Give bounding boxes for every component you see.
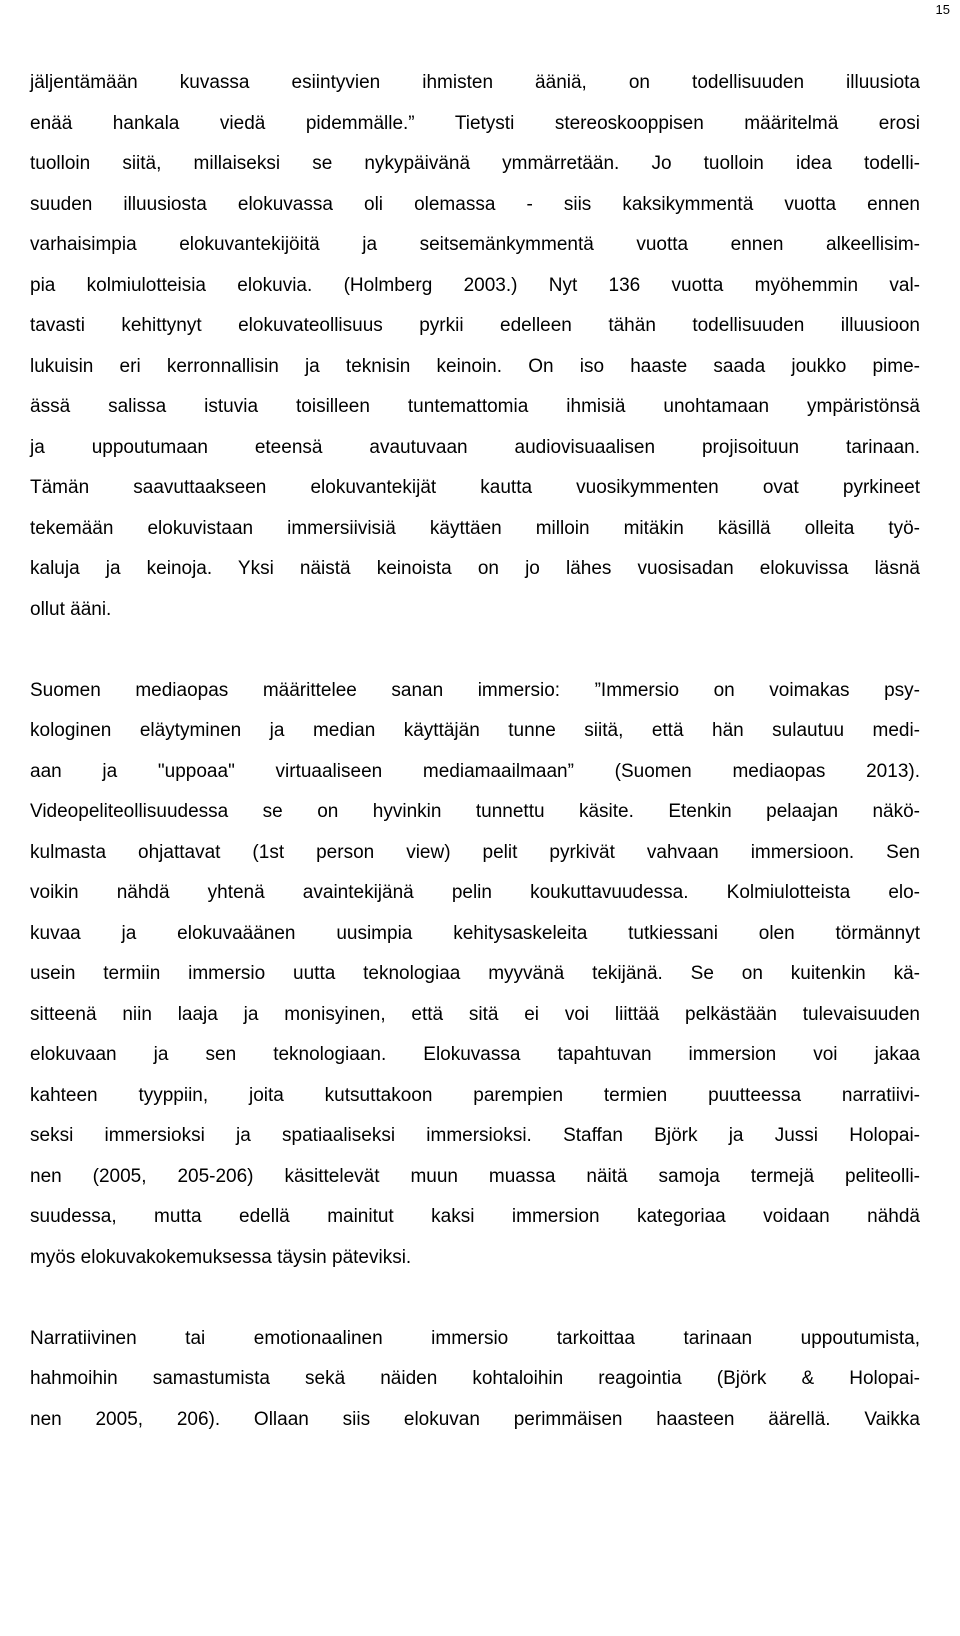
text-line: kulmasta ohjattavat (1st person view) pelit pyrkivät vahvaan immersioon. Sen [30, 841, 920, 863]
paragraph-2 [30, 671, 920, 1279]
text-line: Narratiivinen tai emotionaalinen immersio tarkoittaa tarinaan uppoutumista, [30, 1327, 920, 1349]
text-line: kaluja ja keinoja. Yksi näistä keinoista on jo lähes vuosisadan elokuvissa läsnä [30, 558, 920, 579]
text-line: pia kolmiulotteisia elokuvia. (Holmberg 2003.) Nyt 136 vuotta myöhemmin val- [30, 274, 920, 296]
document-body [30, 63, 920, 1440]
text-line: Tämän saavuttaakseen elokuvantekijät kautta vuosikymmenten ovat pyrkineet [30, 477, 920, 498]
text-line: jäljentämään kuvassa esiintyvien ihmisten ääniä, on todellisuuden illuusiota [30, 72, 920, 93]
text-line: lukuisin eri kerronnallisin ja teknisin keinoin. On iso haaste saada joukko pime- [30, 355, 920, 377]
text-line: varhaisimpia elokuvantekijöitä ja seitsemänkymmentä vuotta ennen alkeellisim- [30, 234, 920, 255]
paragraph-1 [30, 63, 920, 630]
text-line: Suomen mediaopas määrittelee sanan immersio: ”Immersio on voimakas psy- [30, 679, 920, 701]
text-line: kologinen eläytyminen ja median käyttäjän tunne siitä, että hän sulautuu medi- [30, 720, 920, 741]
text-line: tavasti kehittynyt elokuvateollisuus pyrkii edelleen tähän todellisuuden illuusioon [30, 315, 920, 336]
text-line: suudessa, mutta edellä mainitut kaksi immersion kategoriaa voidaan nähdä [30, 1206, 920, 1227]
text-line: kahteen tyyppiin, joita kutsuttakoon parempien termien puutteessa narratiivi- [30, 1084, 920, 1106]
text-line: hahmoihin samastumista sekä näiden kohtaloihin reagointia (Björk & Holopai- [30, 1368, 920, 1389]
text-line: tuolloin siitä, millaiseksi se nykypäivänä ymmärretään. Jo tuolloin idea todelli- [30, 153, 920, 174]
text-line: Videopeliteollisuudessa se on hyvinkin tunnettu käsite. Etenkin pelaajan näkö- [30, 801, 920, 822]
text-line: suuden illuusiosta elokuvassa oli olemassa - siis kaksikymmentä vuotta ennen [30, 193, 920, 215]
text-line: usein termiin immersio uutta teknologiaa myyvänä tekijänä. Se on kuitenkin kä- [30, 963, 920, 984]
paragraph-3 [30, 1319, 920, 1441]
paragraph-spacer [30, 1278, 920, 1319]
text-line: kuvaa ja elokuvaäänen uusimpia kehitysaskeleita tutkiessani olen törmännyt [30, 922, 920, 944]
text-line: ollut ääni. [30, 598, 112, 620]
text-line: tekemään elokuvistaan immersiivisiä käyttäen milloin mitäkin käsillä olleita työ- [30, 517, 920, 539]
text-line: nen 2005, 206). Ollaan siis elokuvan perimmäisen haasteen äärellä. Vaikka [30, 1408, 920, 1430]
text-line: elokuvaan ja sen teknologiaan. Elokuvassa tapahtuvan immersion voi jakaa [30, 1044, 920, 1065]
text-line: seksi immersioksi ja spatiaaliseksi immersioksi. Staffan Björk ja Jussi Holopai- [30, 1125, 920, 1146]
text-line: sitteenä niin laaja ja monisyinen, että sitä ei voi liittää pelkästään tulevaisuuden [30, 1003, 920, 1025]
text-line: nen (2005, 205-206) käsittelevät muun muassa näitä samoja termejä peliteolli- [30, 1165, 920, 1187]
text-line: ässä salissa istuvia toisilleen tuntemattomia ihmisiä unohtamaan ympäristönsä [30, 396, 920, 417]
text-line: ja uppoutumaan eteensä avautuvaan audiovisuaalisen projisoituun tarinaan. [30, 436, 920, 458]
text-line: aan ja "uppoaa" virtuaaliseen mediamaailmaan” (Suomen mediaopas 2013). [30, 760, 920, 782]
paragraph-spacer [30, 630, 920, 671]
text-line: voikin nähdä yhtenä avaintekijänä pelin koukuttavuudessa. Kolmiulotteista elo- [30, 882, 920, 903]
text-line: myös elokuvakokemuksessa täysin päteviksi. [30, 1246, 412, 1268]
page-number: 15 [935, 2, 950, 17]
text-line: enää hankala viedä pidemmälle.” Tietysti stereoskooppisen määritelmä erosi [30, 112, 920, 134]
